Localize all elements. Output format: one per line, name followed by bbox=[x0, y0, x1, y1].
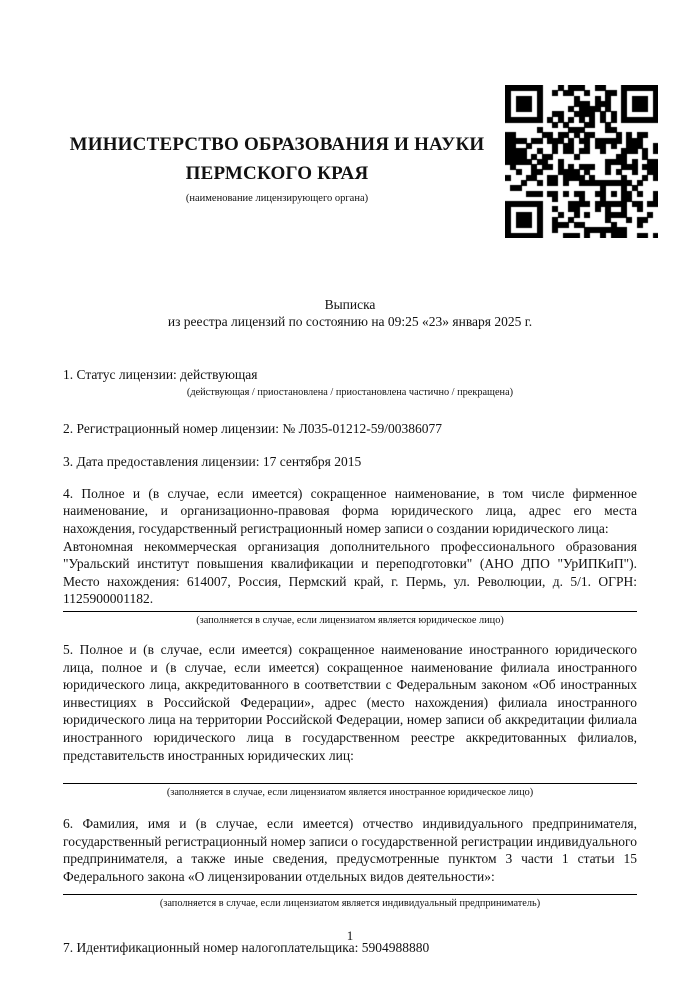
item-license-status: 1. Статус лицензии: действующая bbox=[63, 367, 258, 382]
item-license-status-caption: (действующая / приостановлена / приостановлена частично / прекращена) bbox=[186, 386, 514, 398]
document-title-line2: из реестра лицензий по состоянию на 09:25 «23» января 2025 г. bbox=[167, 314, 533, 329]
item-foreign-entity-blank bbox=[63, 764, 637, 780]
document-body bbox=[63, 296, 637, 957]
fill-line bbox=[63, 894, 637, 895]
ministry-name-line2: ПЕРМСКОГО КРАЯ bbox=[185, 163, 369, 184]
document-title-line1: Выписка bbox=[324, 297, 376, 312]
ministry-caption: (наименование лицензирующего органа) bbox=[185, 193, 369, 204]
item-license-date: 3. Дата предоставления лицензии: 17 сентября 2015 bbox=[63, 454, 362, 470]
page-number: 1 bbox=[346, 928, 354, 943]
ministry-name bbox=[63, 130, 491, 188]
ministry-name-line1: МИНИСТЕРСТВО ОБРАЗОВАНИЯ И НАУКИ bbox=[69, 134, 485, 155]
item-entrepreneur-blank bbox=[63, 885, 637, 891]
licensing-authority-block bbox=[63, 130, 491, 205]
document-title bbox=[63, 296, 637, 330]
item-foreign-entity-question: 5. Полное и (в случае, если имеется) сокращенное наименование иностранного юридического лица, полное и (в случае, если имеется) сокращенное наименование филиала иностранного юридического лица, аккредитованного в соответствии с Федеральным законом «Об иностранных инвестициях в Российской Федерации», адрес (место нахождения) филиала иностранного юридического лица на территории Российской Федерации, номер записи об аккредитации филиала иностранного юридического лица в государственном реестре аккредитованных филиалов, представительств иностранных юридических лиц: bbox=[63, 641, 637, 763]
item-taxpayer-number: 7. Идентификационный номер налогоплательщика: 5904988880 bbox=[63, 940, 430, 956]
qr-code-icon bbox=[505, 85, 658, 238]
item-foreign-entity-caption: (заполняется в случае, если лицензиатом является иностранное юридическое лицо) bbox=[166, 787, 534, 799]
item-legal-entity-caption: (заполняется в случае, если лицензиатом является юридическое лицо) bbox=[196, 614, 504, 626]
fill-line bbox=[63, 611, 637, 612]
item-entrepreneur-question: 6. Фамилия, имя и (в случае, если имеется) отчество индивидуального предпринимателя, государственный регистрационный номер записи о государственной регистрации индивидуального предпринимателя, а также иные сведения, предусмотренные пунктом 3 части 1 статьи 15 Федерального закона «О лицензировании отдельных видов деятельности»: bbox=[63, 816, 637, 884]
item-legal-entity-question: 4. Полное и (в случае, если имеется) сокращенное наименование, в том числе фирменное наименование, и организационно-правовая форма юридического лица, адрес его места нахождения, государственный регистрационный номер записи о создании юридического лица: bbox=[63, 485, 637, 536]
item-entrepreneur-caption: (заполняется в случае, если лицензиатом является индивидуальный предприниматель) bbox=[159, 898, 541, 910]
fill-line bbox=[63, 783, 637, 784]
item-registration-number: 2. Регистрационный номер лицензии: № Л035-01212-59/00386077 bbox=[63, 420, 443, 436]
item-legal-entity-value: Автономная некоммерческая организация дополнительного профессионального образования "Уральский институт повышения квалификации и переподготовки" (АНО ДПО "УрИПКиП"). Место нахождения: 614007, Россия, Пермский край, г. Пермь, ул. Революции, д. 5/1. ОГРН: 1125900001182. bbox=[63, 538, 637, 607]
